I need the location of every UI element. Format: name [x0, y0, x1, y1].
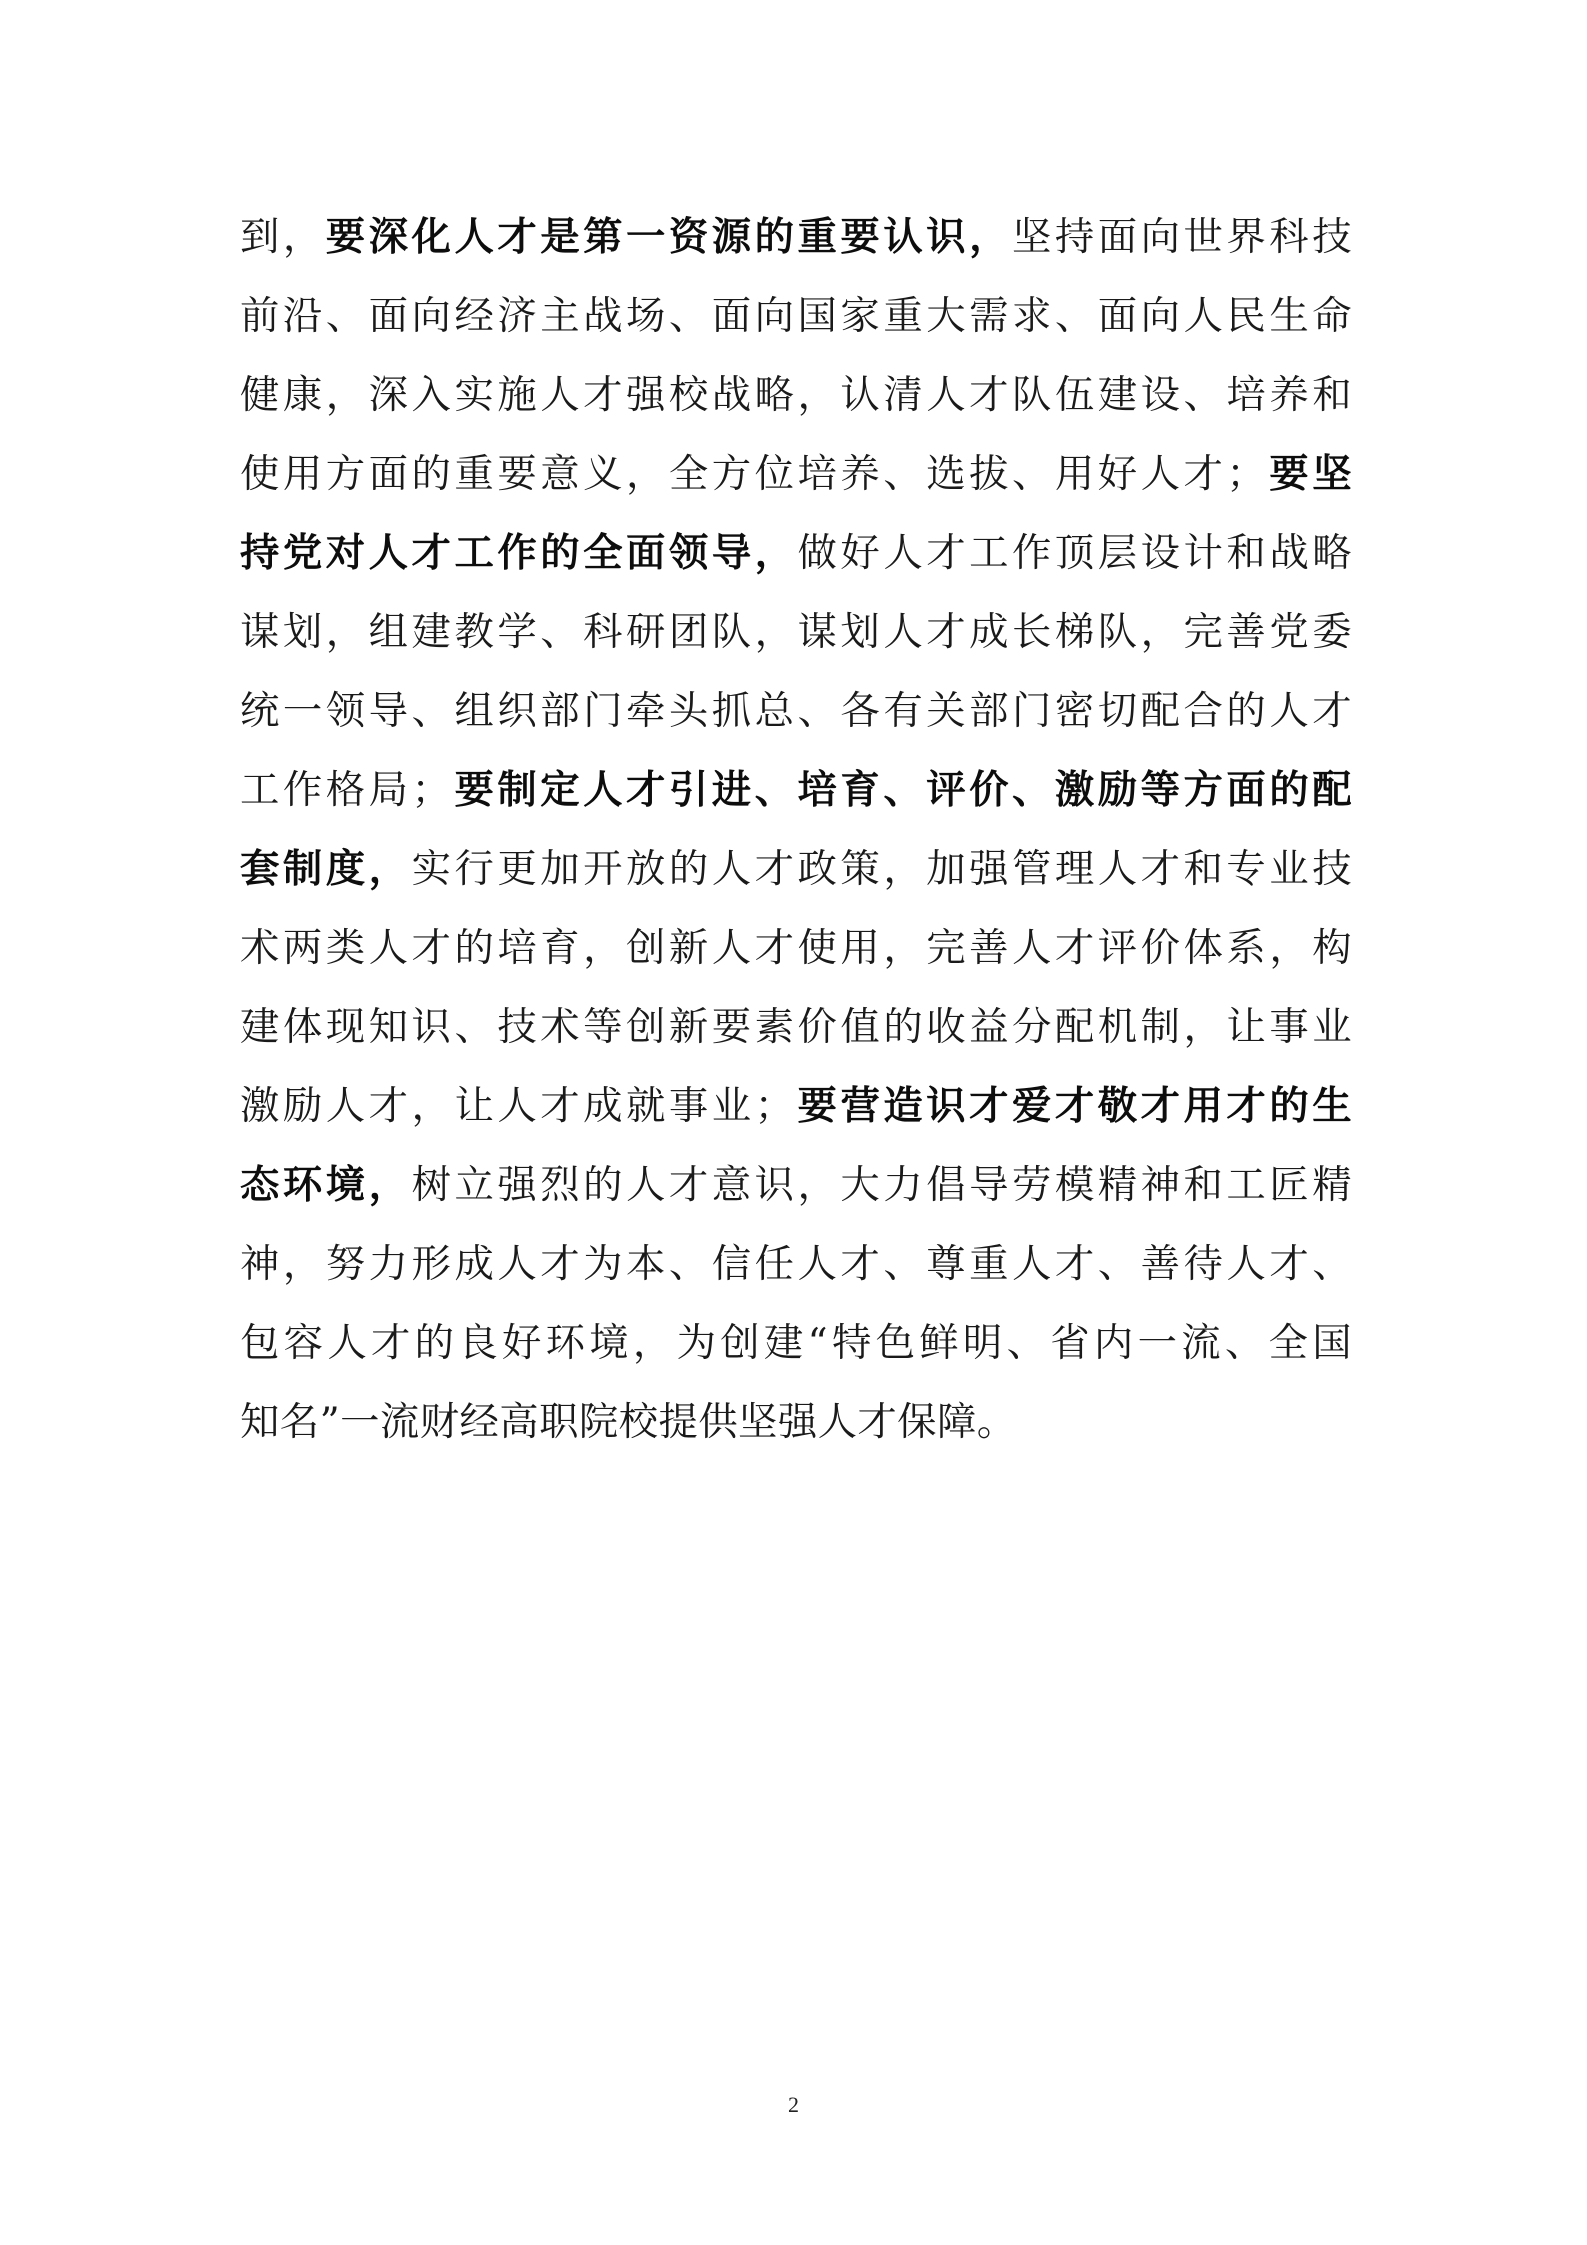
text-line [240, 672, 1352, 751]
text-line [240, 1383, 1352, 1462]
bold-text-segment: 持党对人才工作的全面领导， [240, 530, 798, 576]
text-segment: 术两类人才的培育，创新人才使用，完善人才评价体系，构 [240, 925, 1352, 971]
bold-text-segment: 要营造识才爱才敬才用才的生 [794, 1083, 1352, 1129]
page-number: 2 [788, 2092, 799, 2117]
bold-text-segment: 要制定人才引进、培育、评价、激励等方面的配 [451, 767, 1352, 813]
text-segment: 激励人才，让人才成就事业； [240, 1083, 795, 1129]
text-line [240, 1146, 1352, 1225]
text-segment: 实行更加开放的人才政策，加强管理人才和专业技 [411, 846, 1352, 892]
bold-text-segment: 要深化人才是第一资源的重要认识， [325, 214, 1012, 260]
text-segment: 谋划，组建教学、科研团队，谋划人才成长梯队，完善党委 [240, 609, 1352, 655]
text-segment: 建体现知识、技术等创新要素价值的收益分配机制，让事业 [240, 1004, 1352, 1050]
text-segment: 工作格局； [240, 767, 452, 813]
text-line [240, 514, 1352, 593]
text-segment: 到， [240, 214, 326, 260]
text-line [240, 356, 1352, 435]
text-segment: 坚持面向世界科技 [1011, 214, 1352, 260]
text-line [240, 198, 1352, 277]
text-line [240, 751, 1352, 830]
text-line [240, 830, 1352, 909]
text-line [240, 277, 1352, 356]
text-line [240, 1225, 1352, 1304]
text-segment: 统一领导、组织部门牵头抓总、各有关部门密切配合的人才 [240, 688, 1352, 734]
text-line [240, 435, 1352, 514]
text-segment: 神，努力形成人才为本、信任人才、尊重人才、善待人才、 [240, 1241, 1352, 1287]
bold-text-segment: 态环境， [240, 1162, 412, 1208]
bold-text-segment: 要坚 [1266, 451, 1352, 497]
body-paragraph [240, 198, 1352, 1462]
text-segment: 使用方面的重要意义，全方位培养、选拔、用好人才； [240, 451, 1267, 497]
bold-text-segment: 套制度， [240, 846, 412, 892]
text-segment: 前沿、面向经济主战场、面向国家重大需求、面向人民生命 [240, 293, 1352, 339]
text-line [240, 1067, 1352, 1146]
text-segment: 健康，深入实施人才强校战略，认清人才队伍建设、培养和 [240, 372, 1352, 418]
text-line [240, 988, 1352, 1067]
text-segment: 树立强烈的人才意识，大力倡导劳模精神和工匠精 [411, 1162, 1352, 1208]
text-segment: 包容人才的良好环境，为创建“特色鲜明、省内一流、全国 [240, 1320, 1352, 1366]
text-segment: 做好人才工作顶层设计和战略 [797, 530, 1352, 576]
text-line [240, 593, 1352, 672]
text-line [240, 1304, 1352, 1383]
text-segment: 知名”一流财经高职院校提供坚强人才保障。 [240, 1399, 1017, 1445]
text-line [240, 909, 1352, 988]
